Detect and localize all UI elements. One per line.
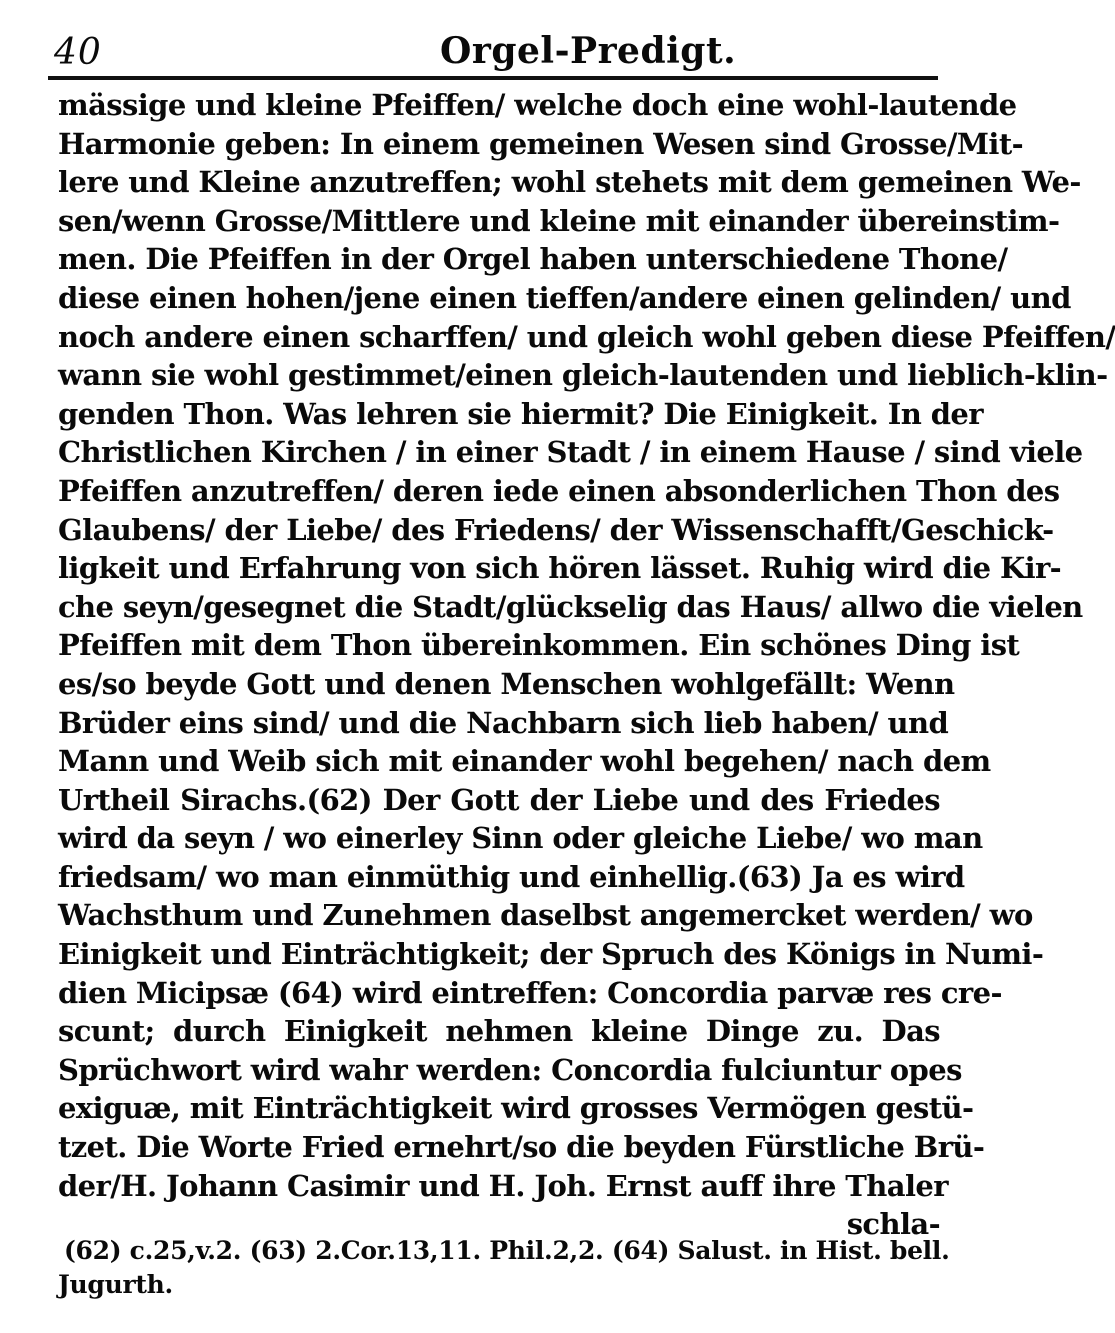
text-line: Christlichen Kirchen / in einer Stadt / in einem Hause / sind viele [58, 435, 1083, 470]
footnote-line: Jugurth. [58, 1270, 173, 1299]
text-line: dien Micipsæ (64) wird eintreffen: Concordia parvæ res cre- [58, 975, 1002, 1010]
text-line: friedsam/ wo man einmüthig und einhellig.(63) Ja es wird [58, 859, 965, 894]
text-line: Mann und Weib sich mit einander wohl begehen/ nach dem [58, 744, 991, 779]
text-line: Glaubens/ der Liebe/ des Friedens/ der Wissenschafft/Geschick- [58, 512, 1054, 547]
header-rule [48, 76, 938, 80]
text-line: mässige und kleine Pfeiffen/ welche doch eine wohl-lautende [58, 88, 1017, 122]
text-line: wann sie wohl gestimmet/einen gleich-lautenden und lieblich-klin- [58, 358, 1108, 393]
text-line: es/so beyde Gott und denen Menschen wohlgefällt: Wenn [58, 666, 955, 701]
text-line: ligkeit und Erfahrung von sich hören lässet. Ruhig wird die Kir- [58, 551, 1062, 586]
page-header [48, 28, 940, 80]
text-line: Einigkeit und Einträchtigkeit; der Spruch des Königs in Numi- [58, 937, 1044, 972]
text-line: Brüder eins sind/ und die Nachbarn sich lieb haben/ und [58, 705, 949, 740]
running-title: Orgel-Predigt. [440, 30, 737, 72]
text-line: Wachsthum und Zunehmen daselbst angemercket werden/ wo [58, 898, 1033, 933]
text-line: noch andere einen scharffen/ und gleich wohl geben diese Pfeiffen/ [58, 319, 1115, 354]
text-line: genden Thon. Was lehren sie hiermit? Die Einigkeit. In der [58, 396, 983, 431]
text-line: lere und Kleine anzutreffen; wohl stehets mit dem gemeinen We- [58, 165, 1081, 200]
page-number: 40 [54, 32, 102, 73]
text-line: Pfeiffen mit dem Thon übereinkommen. Ein schönes Ding ist [58, 628, 1020, 663]
body-text [58, 86, 1115, 1244]
footnotes [58, 1234, 950, 1302]
text-line: Sprüchwort wird wahr werden: Concordia fulciuntur opes [58, 1052, 962, 1087]
text-line: sen/wenn Grosse/Mittlere und kleine mit einander übereinstim- [58, 203, 1060, 238]
catchword: schla- [846, 1207, 940, 1242]
text-line: Urtheil Sirachs.(62) Der Gott der Liebe und des Friedes [58, 782, 940, 817]
text-line: Harmonie geben: In einem gemeinen Wesen sind Grosse/Mit- [58, 126, 1024, 161]
text-line: wird da seyn / wo einerley Sinn oder gleiche Liebe/ wo man [58, 821, 983, 856]
text-line: der/H. Johann Casimir und H. Joh. Ernst auff ihre Thaler [58, 1168, 948, 1203]
footnote-line: (62) c.25,v.2. (63) 2.Cor.13,11. Phil.2,2. (64) Salust. in Hist. bell. [64, 1236, 950, 1265]
text-line: exiguæ, mit Einträchtigkeit wird grosses Vermögen gestü- [58, 1091, 974, 1126]
text-line: che seyn/gesegnet die Stadt/glückselig das Haus/ allwo die vielen [58, 589, 1083, 624]
text-line: Pfeiffen anzutreffen/ deren iede einen absonderlichen Thon des [58, 473, 1060, 508]
text-line: diese einen hohen/jene einen tieffen/andere einen gelinden/ und [58, 280, 1071, 315]
text-line: tzet. Die Worte Fried ernehrt/so die beyden Fürstliche Brü- [58, 1130, 985, 1165]
text-line: scunt; durch Einigkeit nehmen kleine Dinge zu. Das [58, 1014, 940, 1049]
text-line: men. Die Pfeiffen in der Orgel haben unterschiedene Thone/ [58, 242, 1008, 277]
